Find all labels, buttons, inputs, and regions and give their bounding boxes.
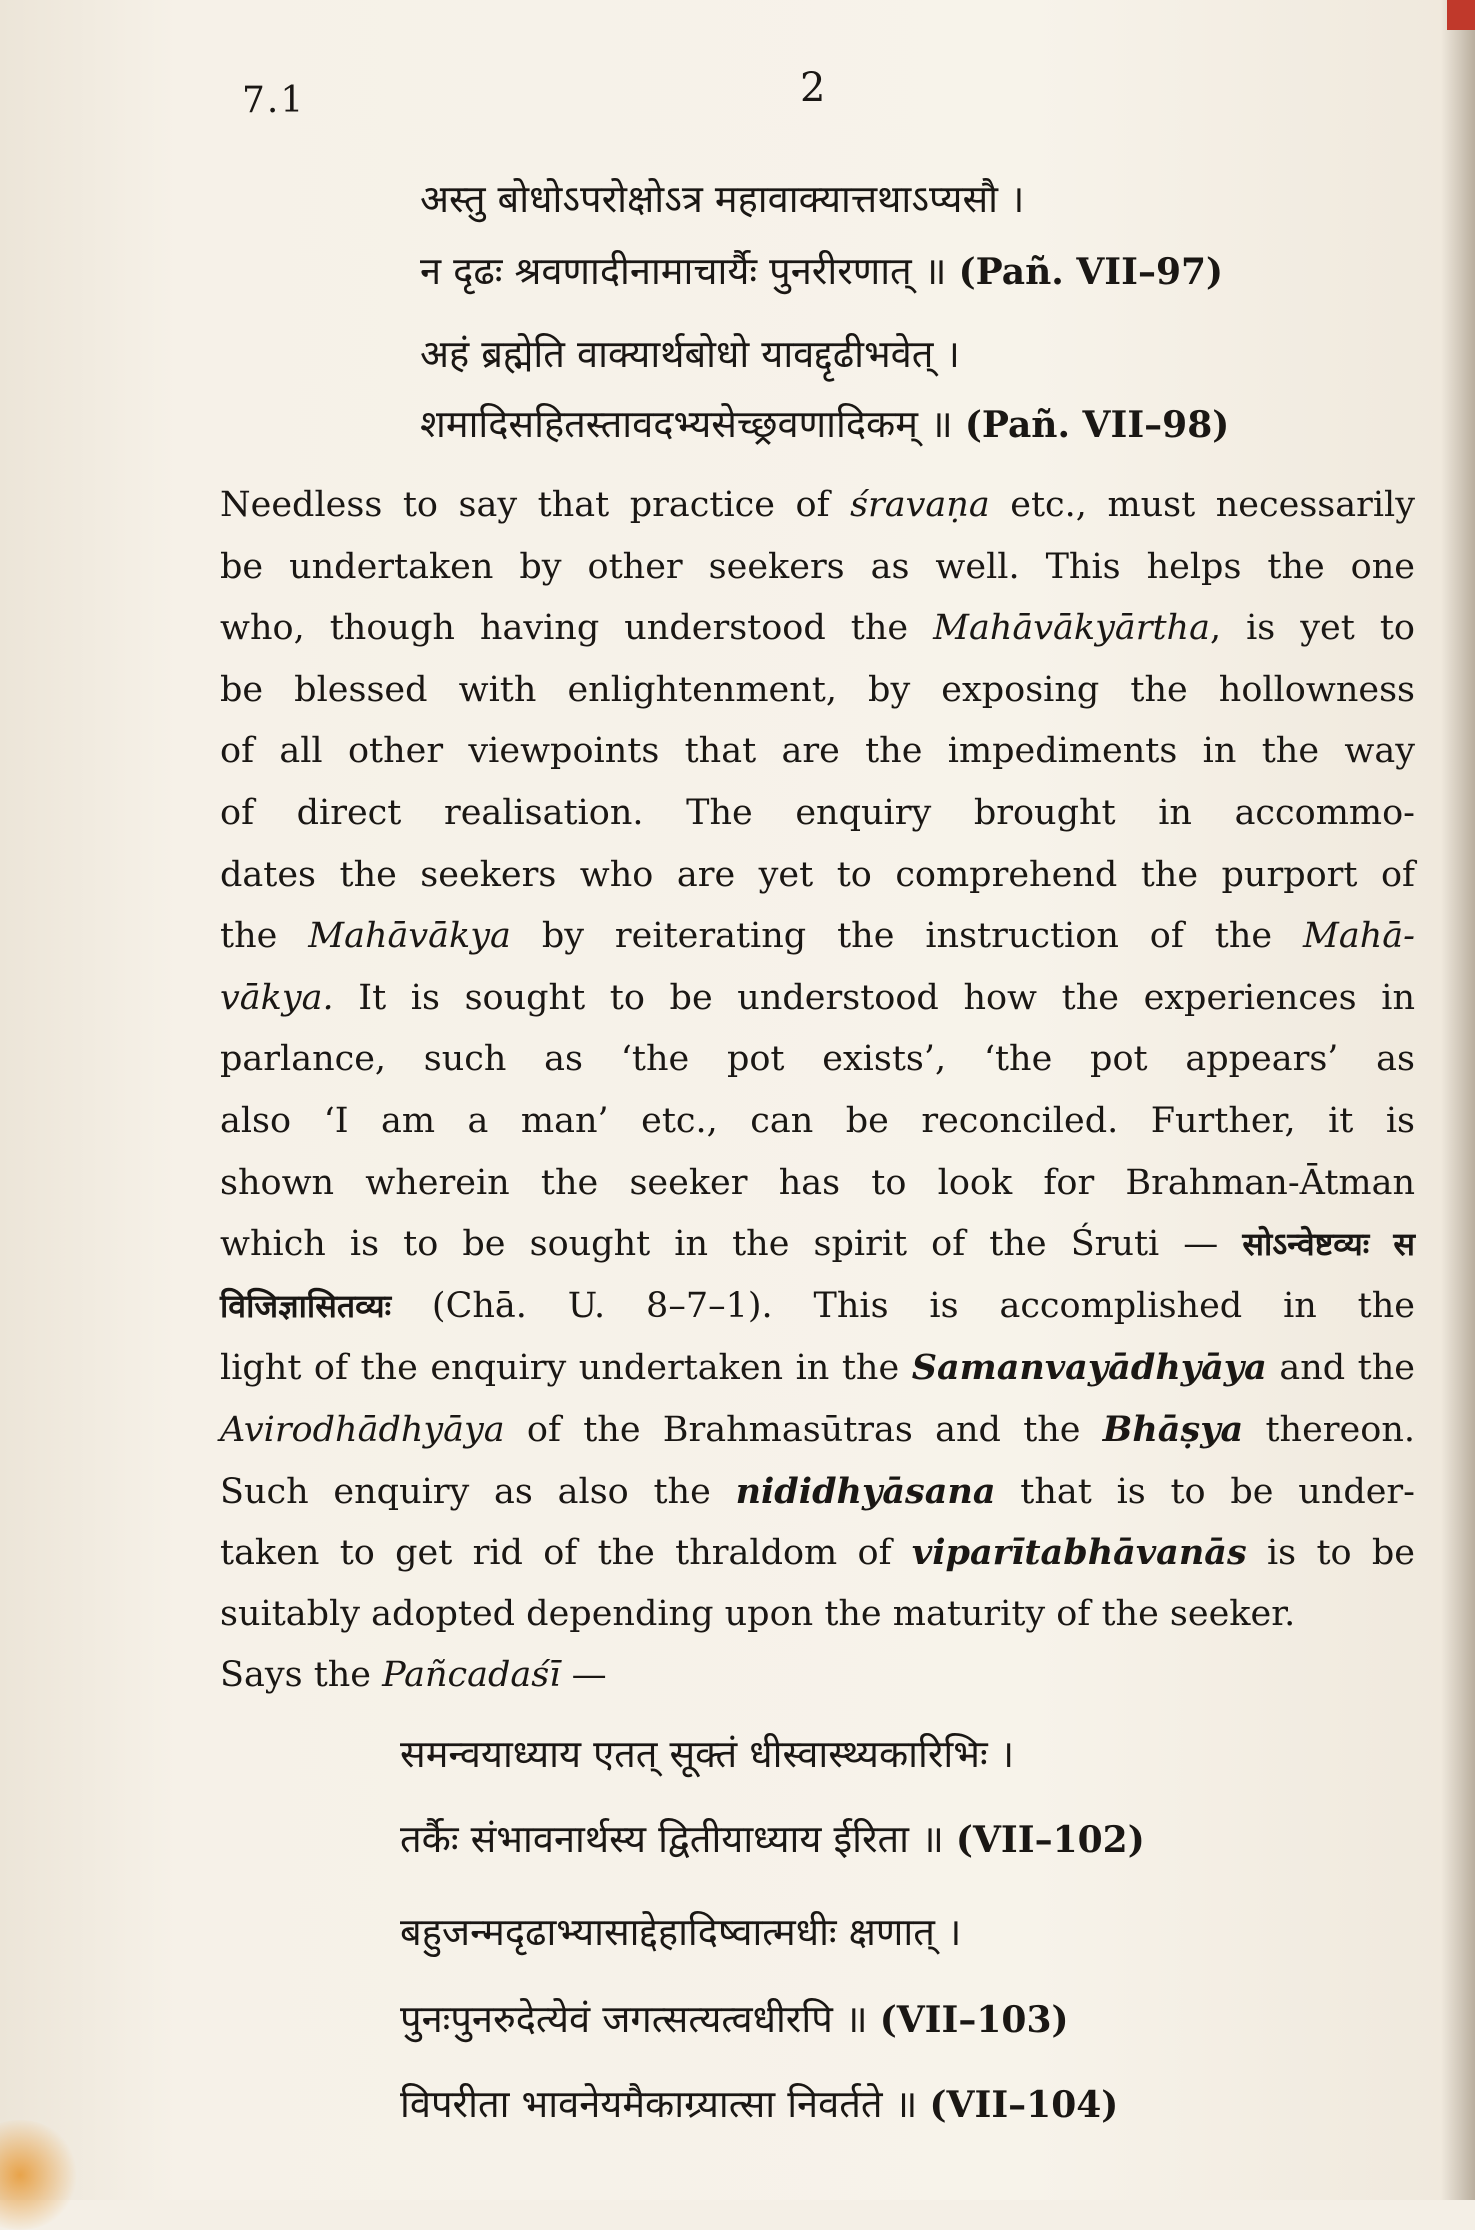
paragraph-line [220, 1461, 1415, 1523]
text-run: which is to be sought in the spirit of the Śruti — [220, 1224, 1243, 1265]
text-run: Bhāṣya [1102, 1408, 1244, 1450]
verse-line [420, 402, 1420, 446]
paragraph-line [220, 537, 1415, 599]
paragraph-line [220, 1584, 1415, 1646]
verse-text: विपरीता भावनेयमैकाग्र्यात्सा निवर्तते ॥ [400, 2082, 930, 2126]
text-run: parlance, such as ‘the pot exists’, ‘the pot appears’ as [220, 1039, 1415, 1080]
paragraph-line [220, 721, 1415, 783]
verse-text: अहं ब्रह्मेति वाक्यार्थबोधो यावद्दृढीभवेत् । [420, 332, 960, 376]
verse-line [400, 1732, 1400, 1776]
verse-ref: (Pañ. VII–98) [964, 404, 1230, 446]
corner-tab [1447, 0, 1475, 30]
text-run: of the Brahmasūtras and the [504, 1409, 1103, 1450]
text-run: be blessed with enlightenment, by exposing the hollowness [220, 669, 1415, 710]
verse-line [420, 177, 1420, 221]
text-run: be undertaken by other seekers as well. This helps the one [220, 546, 1415, 587]
text-run: — [560, 1655, 607, 1696]
paragraph-line [220, 845, 1415, 907]
verse-ref: (Pañ. VII–97) [958, 251, 1224, 293]
text-run: Pañcadaśī [382, 1655, 561, 1696]
verse-text: समन्वयाध्याय एतत् सूक्तं धीस्वास्थ्यकारिभिः । [400, 1732, 1015, 1776]
verse-text: शमादिसहितस्तावदभ्यसेच्छ्रवणादिकम् ॥ [420, 402, 965, 446]
verse-ref: (VII–103) [879, 1999, 1069, 2041]
text-run: vākya. [220, 977, 334, 1018]
paragraph-line [220, 660, 1415, 722]
text-run: dates the seekers who are yet to comprehend the purport of [220, 854, 1415, 895]
page-header [0, 65, 1475, 125]
paragraph-line [220, 783, 1415, 845]
paragraph-line [220, 1214, 1415, 1276]
paragraph-line [220, 1522, 1415, 1584]
verse-ref: (VII–102) [955, 1819, 1145, 1861]
verse-line [400, 1910, 1400, 1954]
verse-text: न दृढः श्रवणादीनामाचार्यैः पुनरीरणात् ॥ [420, 249, 959, 293]
text-run: thereon. [1243, 1409, 1415, 1450]
page-edge [1441, 0, 1475, 2200]
verse-ref: (VII–104) [929, 2084, 1119, 2126]
text-run: Samanvayādhyāya [911, 1347, 1267, 1389]
text-run: etc., must necessarily [989, 485, 1415, 525]
text-run: Mahā- [1303, 916, 1415, 957]
paragraph-line [220, 1645, 1415, 1707]
text-run: , is yet to [1209, 608, 1415, 649]
verse-text: अस्तु बोधोऽपरोक्षोऽत्र महावाक्यात्तथाऽप्यसौ । [420, 177, 1025, 221]
text-run: the [220, 916, 309, 957]
paragraph-line [220, 968, 1415, 1030]
verse-line [420, 332, 1420, 376]
paragraph-line [220, 1337, 1415, 1399]
text-run: Mahāvākya [308, 916, 511, 957]
text-run: Such enquiry as also the [220, 1471, 736, 1512]
finger-shadow [0, 2120, 80, 2230]
text-run: It is sought to be understood how the experiences in [333, 977, 1415, 1018]
paragraph-line [220, 1276, 1415, 1338]
text-run: Mahāvākyārtha [933, 608, 1210, 649]
text-run: who, though having understood the [220, 608, 934, 649]
text-run: that is to be under- [995, 1471, 1415, 1512]
verse-line [420, 249, 1420, 293]
text-run: is to be [1246, 1533, 1415, 1574]
text-run: of direct realisation. The enquiry brought in accommo- [220, 792, 1415, 833]
verse-text: तर्कैः संभावनार्थस्य द्वितीयाध्याय ईरिता ॥ [400, 1817, 956, 1861]
text-run: of all other viewpoints that are the impediments in the way [220, 731, 1415, 772]
page-number: 2 [800, 65, 826, 111]
text-run: taken to get rid of the thraldom of [220, 1533, 912, 1574]
text-run: Needless to say that practice of [220, 485, 851, 525]
text-run: विजिज्ञासितव्यः [220, 1286, 392, 1325]
text-run: (Chā. U. 8–7–1). This is accomplished in the [391, 1285, 1415, 1326]
paragraph-line [220, 906, 1415, 968]
paragraph-line [220, 1091, 1415, 1153]
paragraph-line [220, 598, 1415, 660]
text-run: śravaṇa [850, 485, 990, 525]
paragraph-line [220, 1153, 1415, 1215]
section-number: 7.1 [242, 80, 306, 121]
text-run: Avirodhādhyāya [220, 1409, 505, 1450]
text-run: nididhyāsana [735, 1470, 996, 1512]
text-run: shown wherein the seeker has to look for Brahman-Ātman [220, 1162, 1415, 1203]
paragraph-line [220, 475, 1415, 537]
paragraph-line [220, 1399, 1415, 1461]
text-run: सोऽन्वेष्टव्यः स [1242, 1225, 1416, 1264]
verse-text: पुनःपुनरुदेत्येवं जगत्सत्यत्वधीरपि ॥ [400, 1997, 880, 2041]
text-run: light of the enquiry undertaken in the [220, 1348, 912, 1389]
verse-line [400, 1817, 1400, 1861]
text-run: viparītabhāvanās [911, 1532, 1247, 1574]
verse-line [400, 2082, 1400, 2126]
body-paragraph [220, 475, 1415, 1707]
text-run: also ‘I am a man’ etc., can be reconciled. Further, it is [220, 1100, 1415, 1141]
text-run: by reiterating the instruction of the [510, 916, 1304, 957]
verse-text: बहुजन्मदृढाभ्यासाद्देहादिष्वात्मधीः क्षणात् । [400, 1910, 962, 1954]
text-run: Says the [220, 1655, 383, 1696]
text-run: and the [1266, 1348, 1415, 1389]
text-run: suitably adopted depending upon the maturity of the seeker. [220, 1593, 1296, 1634]
verse-line [400, 1997, 1400, 2041]
paragraph-line [220, 1029, 1415, 1091]
